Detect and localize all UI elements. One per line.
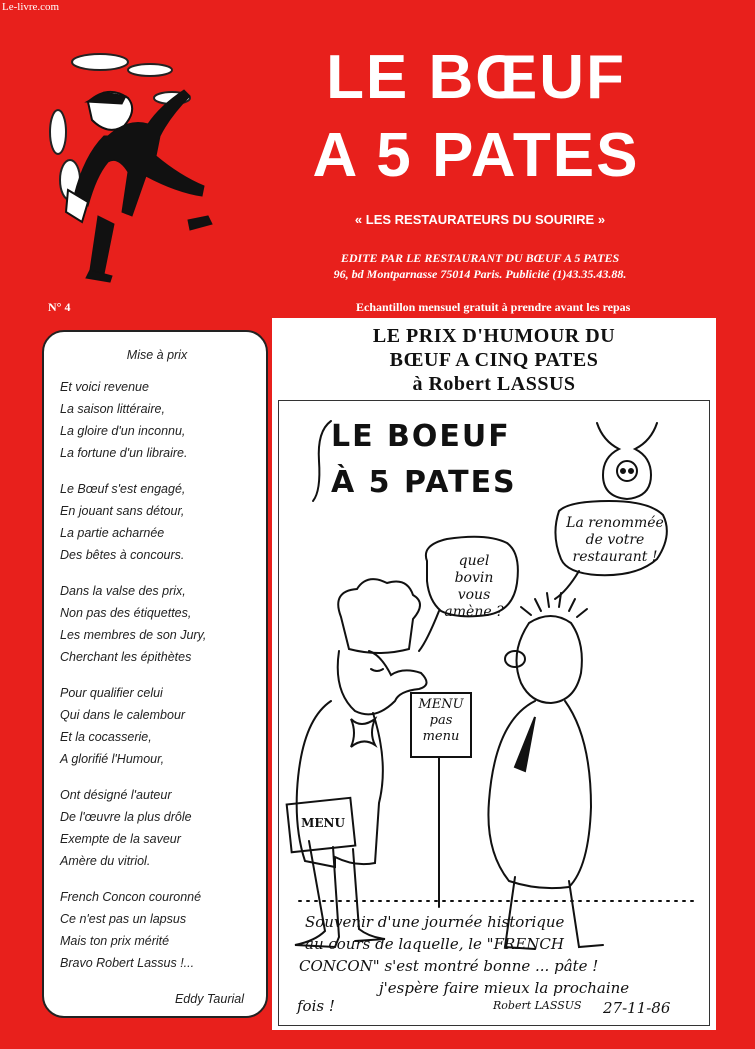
- caption-fois: fois !: [297, 997, 335, 1015]
- bubble-line: de votre: [585, 532, 645, 548]
- poem-author: Eddy Taurial: [174, 992, 244, 1006]
- poem-stanza: [60, 376, 254, 464]
- prize-title-line3: à Robert LASSUS: [412, 373, 576, 395]
- poem-line: Dans la valse des prix,: [60, 584, 186, 598]
- poem-line: De l'œuvre la plus drôle: [60, 810, 192, 824]
- publisher-line2: 96, bd Montparnasse 75014 Paris. Publicité (1)43.35.43.88.: [333, 267, 627, 281]
- poem-stanza: [60, 682, 254, 770]
- chef-speech-bubble: [429, 553, 519, 621]
- poem-line: La partie acharnée: [60, 526, 165, 540]
- tagline: « LES RESTAURATEURS DU SOURIRE »: [354, 212, 606, 227]
- cartoonist-signature: Robert LASSUS: [493, 999, 582, 1012]
- poem-line: Non pas des étiquettes,: [60, 606, 192, 620]
- bubble-line: bovin: [454, 570, 494, 586]
- poem-stanza: [60, 478, 254, 566]
- poem-line: En jouant sans détour,: [60, 504, 185, 518]
- poem-line: Mais ton prix mérité: [60, 934, 170, 948]
- poem-stanza: [60, 580, 254, 668]
- bubble-line: quel: [458, 553, 490, 569]
- poem-line: Amère du vitriol.: [60, 854, 151, 868]
- poem-line: French Concon couronné: [60, 890, 202, 904]
- menu-board-line: MENU: [418, 697, 464, 712]
- bubble-line: La renommée: [566, 515, 664, 531]
- publisher-info: [270, 250, 690, 282]
- poem-line: Et voici revenue: [60, 380, 149, 394]
- publisher-line1: EDITE PAR LE RESTAURANT DU BŒUF A 5 PATES: [340, 251, 620, 265]
- prize-title-line2: BŒUF A CINQ PATES: [389, 349, 599, 371]
- chef-menu-card: MENU: [301, 816, 345, 830]
- cartoon: [278, 400, 710, 1026]
- cartoon-sign-line2: À 5 PATES: [331, 465, 517, 500]
- menu-board: [411, 697, 471, 745]
- cartoon-date: 27-11-86: [603, 999, 671, 1017]
- poem-line: Le Bœuf s'est engagé,: [60, 482, 186, 496]
- poem-line: Les membres de son Jury,: [60, 628, 207, 642]
- poem-line: Exempte de la saveur: [60, 832, 181, 846]
- menu-board-line: pas: [429, 713, 453, 728]
- poem-line: Pour qualifier celui: [60, 686, 163, 700]
- issue-number: N° 4: [48, 300, 71, 314]
- poem-line: Ce n'est pas un lapsus: [60, 912, 187, 926]
- bull-waiter-mascot: [38, 40, 228, 290]
- poem-title: Mise à prix: [126, 348, 188, 362]
- caption-line: au cours de laquelle, le "FRENCH: [305, 935, 564, 953]
- poem-line: Des bêtes à concours.: [60, 548, 185, 562]
- prize-title: [272, 324, 716, 396]
- poem-line: La fortune d'un libraire.: [60, 446, 188, 460]
- prize-title-line1: LE PRIX D'HUMOUR DU: [372, 325, 616, 347]
- bubble-line: restaurant !: [572, 549, 658, 565]
- poem-stanza: [60, 886, 254, 974]
- menu-board-line: menu: [422, 729, 460, 744]
- poem-line: Et la cocasserie,: [60, 730, 152, 744]
- poem-line: Ont désigné l'auteur: [60, 788, 172, 802]
- caption-line: j'espère faire mieux la prochaine: [379, 979, 630, 997]
- poem-line: Cherchant les épithètes: [60, 650, 192, 664]
- bubble-line: amène ?: [444, 604, 504, 620]
- magazine-title-line1: LE BŒUF: [326, 43, 626, 112]
- sample-note: Echantillon mensuel gratuit à prendre avant les repas: [356, 300, 631, 314]
- poem-stanza: [60, 784, 254, 872]
- poem-line: Bravo Robert Lassus !...: [60, 956, 195, 970]
- poem-line: La gloire d'un inconnu,: [60, 424, 186, 438]
- cartoon-sign-line1: LE BOEUF: [331, 419, 511, 454]
- caption-line: CONCON" s'est montré bonne ... pâte !: [299, 957, 599, 975]
- bubble-line: vous: [457, 587, 491, 603]
- watermark: Le-livre.com: [2, 1, 60, 13]
- magazine-title-line2: A 5 PATES: [312, 121, 640, 190]
- poem-line: Qui dans le calembour: [60, 708, 186, 722]
- prize-panel: [272, 318, 716, 1030]
- caption-line: Souvenir d'une journée historique: [305, 913, 565, 931]
- poem-box: [42, 330, 268, 1018]
- client-speech-bubble: [561, 515, 669, 566]
- sign-bracket: [313, 421, 331, 501]
- poem-line: La saison littéraire,: [60, 402, 165, 416]
- poem-line: A glorifié l'Humour,: [60, 752, 165, 766]
